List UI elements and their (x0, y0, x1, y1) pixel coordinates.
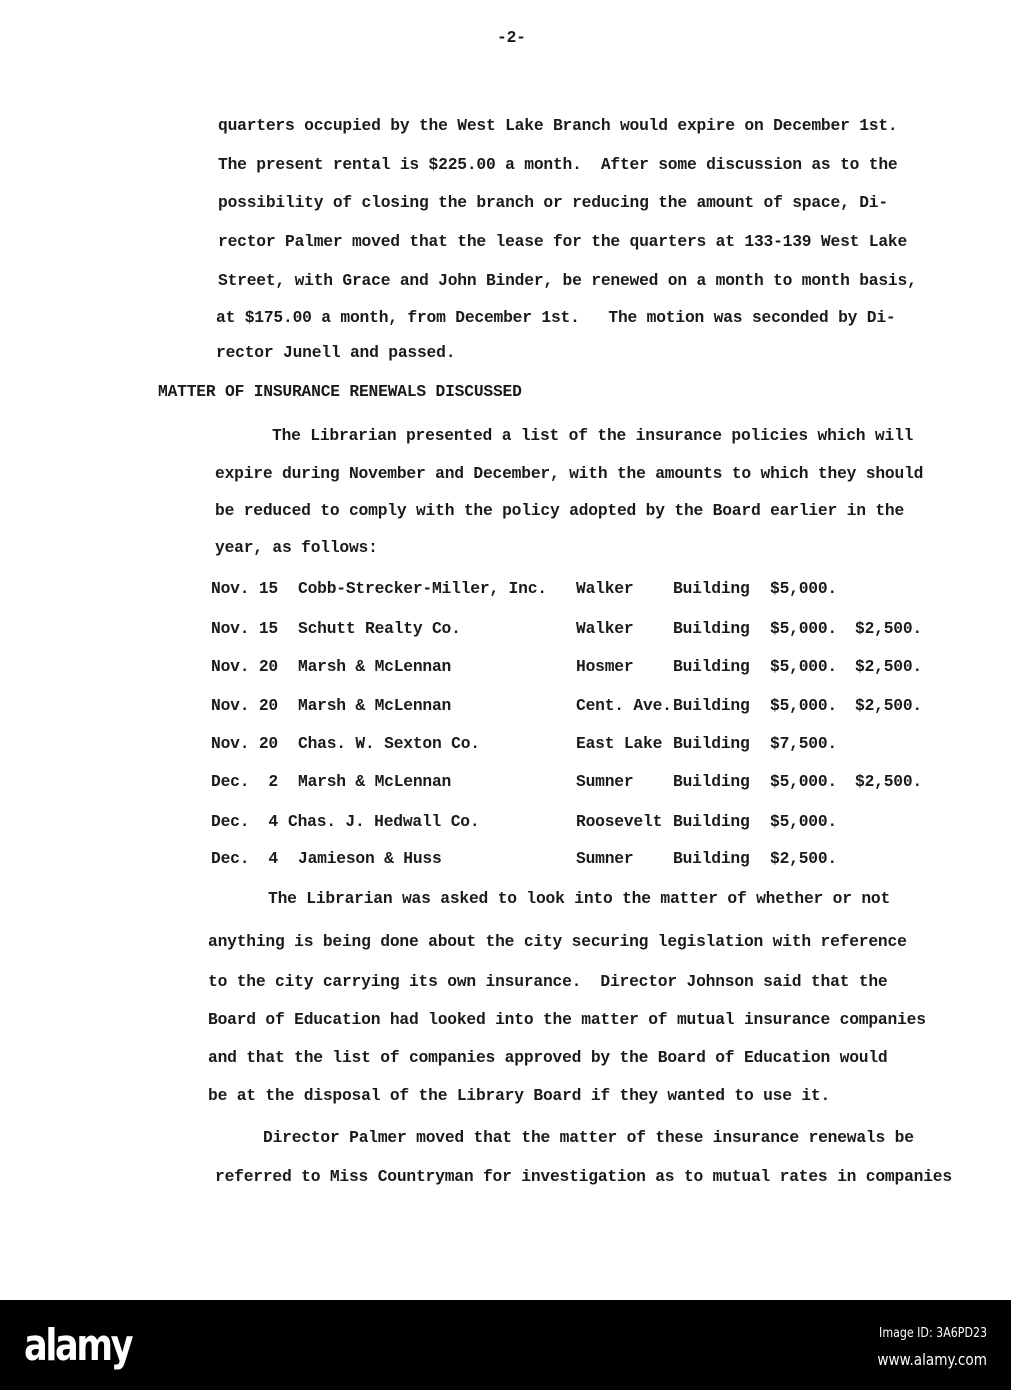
watermark-footer (0, 1300, 1011, 1390)
policy-label: Building (673, 812, 750, 831)
alamy-logo: alamy (24, 1320, 132, 1371)
policy-date: Dec. 2 (211, 772, 278, 791)
text-line: rector Palmer moved that the lease for the quarters at 133-139 West Lake (218, 232, 908, 251)
policy-reduced: $2,500. (855, 772, 922, 791)
policy-reduced: $2,500. (855, 696, 922, 715)
policy-amount: $5,000. (770, 657, 837, 676)
text-line: The Librarian was asked to look into the matter of whether or not (268, 889, 891, 908)
section-heading: MATTER OF INSURANCE RENEWALS DISCUSSED (158, 382, 522, 401)
site-url: www.alamy.com (877, 1350, 987, 1369)
policy-label: Building (673, 772, 750, 791)
policy-building: Walker (576, 619, 634, 638)
text-line: possibility of closing the branch or reducing the amount of space, Di- (218, 193, 888, 212)
policy-building: Cent. Ave. (576, 696, 672, 715)
text-line: The Librarian presented a list of the insurance policies which will (272, 426, 914, 445)
policy-building: Hosmer (576, 657, 634, 676)
text-line: be at the disposal of the Library Board if they wanted to use it. (208, 1086, 831, 1105)
text-line: anything is being done about the city securing legislation with reference (208, 932, 907, 951)
policy-date: Nov. 15 (211, 619, 278, 638)
policy-amount: $5,000. (770, 619, 837, 638)
text-line: Director Palmer moved that the matter of these insurance renewals be (263, 1128, 914, 1147)
policy-amount: $5,000. (770, 812, 837, 831)
text-line: year, as follows: (215, 538, 378, 557)
policy-amount: $5,000. (770, 579, 837, 598)
policy-company: Marsh & McLennan (298, 696, 452, 715)
text-line: rector Junell and passed. (216, 343, 456, 362)
policy-amount: $5,000. (770, 772, 837, 791)
policy-date: Nov. 20 (211, 734, 278, 753)
policy-label: Building (673, 734, 750, 753)
text-line: referred to Miss Countryman for investigation as to mutual rates in companies (215, 1167, 952, 1186)
policy-company: Schutt Realty Co. (298, 619, 461, 638)
policy-company: Marsh & McLennan (298, 772, 452, 791)
policy-date: Nov. 20 (211, 696, 278, 715)
text-line: Street, with Grace and John Binder, be renewed on a month to month basis, (218, 271, 917, 290)
policy-date: Nov. 20 (211, 657, 278, 676)
policy-amount: $2,500. (770, 849, 837, 868)
policy-date: Dec. 4 (211, 812, 278, 831)
policy-building: Sumner (576, 849, 634, 868)
text-line: The present rental is $225.00 a month. After some discussion as to the (218, 155, 898, 174)
policy-building: Walker (576, 579, 634, 598)
policy-company: Chas. W. Sexton Co. (298, 734, 480, 753)
policy-reduced: $2,500. (855, 657, 922, 676)
policy-company: Cobb-Strecker-Miller, Inc. (298, 579, 547, 598)
policy-amount: $7,500. (770, 734, 837, 753)
text-line: and that the list of companies approved by the Board of Education would (208, 1048, 888, 1067)
policy-reduced: $2,500. (855, 619, 922, 638)
text-line: expire during November and December, with the amounts to which they should (215, 464, 924, 483)
page-number: -2- (497, 28, 526, 47)
policy-label: Building (673, 849, 750, 868)
policy-label: Building (673, 657, 750, 676)
policy-amount: $5,000. (770, 696, 837, 715)
policy-label: Building (673, 579, 750, 598)
policy-date: Dec. 4 (211, 849, 278, 868)
policy-company: Chas. J. Hedwall Co. (288, 812, 480, 831)
text-line: quarters occupied by the West Lake Branch would expire on December 1st. (218, 116, 898, 135)
text-line: at $175.00 a month, from December 1st. The motion was seconded by Di- (216, 308, 896, 327)
policy-company: Marsh & McLennan (298, 657, 452, 676)
text-line: Board of Education had looked into the matter of mutual insurance companies (208, 1010, 926, 1029)
policy-building: East Lake (576, 734, 663, 753)
policy-label: Building (673, 696, 750, 715)
policy-building: Sumner (576, 772, 634, 791)
policy-building: Roosevelt (576, 812, 663, 831)
policy-company: Jamieson & Huss (298, 849, 442, 868)
text-line: be reduced to comply with the policy adopted by the Board earlier in the (215, 501, 905, 520)
image-id: Image ID: 3A6PD23 (879, 1326, 987, 1341)
policy-label: Building (673, 619, 750, 638)
policy-date: Nov. 15 (211, 579, 278, 598)
text-line: to the city carrying its own insurance. Director Johnson said that the (208, 972, 888, 991)
